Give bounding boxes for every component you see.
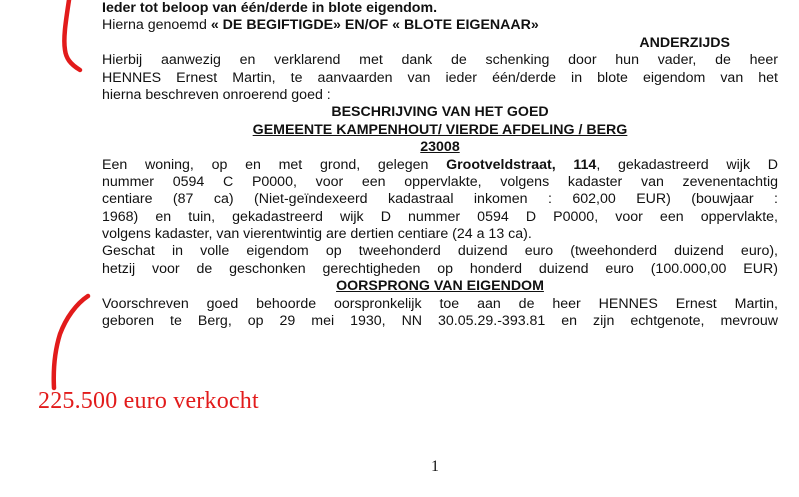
- paragraph-line: centiare (87 ca) (Niet-geïndexeerd kadastraal inkomen : 602,00 EUR) (bouwjaar :: [102, 191, 778, 208]
- paragraph-line: Voorschreven goed behoorde oorspronkelijk toe aan de heer HENNES Ernest Martin,: [102, 295, 778, 312]
- text-line: [102, 17, 778, 34]
- red-bracket-mark-bottom: [54, 296, 88, 388]
- text-line: Ieder tot beloop van één/derde in blote eigendom.: [102, 0, 438, 16]
- paragraph-line: geboren te Berg, op 29 mei 1930, NN 30.05.29.-393.81 en zijn echtgenote, mevrouw: [102, 313, 778, 330]
- text-fragment: Hierna genoemd: [102, 17, 211, 34]
- red-bracket-mark-top: [64, 0, 80, 70]
- section-heading: BESCHRIJVING VAN HET GOED: [331, 104, 549, 121]
- paragraph-line: 1968) en tuin, gekadastreerd wijk D nummer 0594 D P0000, voor een oppervlakte,: [102, 208, 778, 225]
- heading-text: GEMEENTE KAMPENHOUT/ VIERDE AFDELING / BERG: [252, 121, 628, 138]
- anderzijds-label: ANDERZIJDS: [639, 34, 730, 51]
- section-heading: [102, 122, 778, 139]
- party-designation: « DE BEGIFTIGDE» EN/OF « BLOTE EIGENAAR»: [210, 17, 539, 34]
- paragraph-line: nummer 0594 C P0000, voor een oppervlakte, volgens kadaster van zevenentachtig: [102, 173, 778, 190]
- street-address: Grootveldstraat, 114: [446, 156, 597, 173]
- paragraph-line: [102, 157, 778, 174]
- text-fragment: Een woning, op en met grond, gelegen: [102, 156, 447, 173]
- section-heading: [102, 139, 778, 156]
- paragraph-line: HENNES Ernest Martin, te aanvaarden van ieder één/derde in blote eigendom van het: [102, 69, 778, 86]
- heading-text: 23008: [420, 139, 460, 156]
- page-number: 1: [431, 458, 439, 475]
- section-heading: [102, 278, 778, 295]
- paragraph-line: Geschat in volle eigendom op tweehonderd duizend euro (tweehonderd duizend euro),: [102, 243, 778, 260]
- paragraph-line: hierna beschreven onroerend goed :: [102, 86, 331, 103]
- text-fragment: , gekadastreerd wijk D: [596, 156, 779, 173]
- paragraph-line: hetzij voor de geschonken gerechtigheden op honderd duizend euro (100.000,00 EUR): [102, 260, 778, 277]
- paragraph-line: volgens kadaster, van vierentwintig are dertien centiare (24 a 13 ca).: [102, 226, 532, 243]
- document-body: [102, 0, 778, 330]
- paragraph-line: Hierbij aanwezig en verklarend met dank de schenking door hun vader, de heer: [102, 52, 778, 69]
- heading-text: OORSPRONG VAN EIGENDOM: [336, 278, 544, 295]
- handwritten-note: 225.500 euro verkocht: [38, 388, 259, 414]
